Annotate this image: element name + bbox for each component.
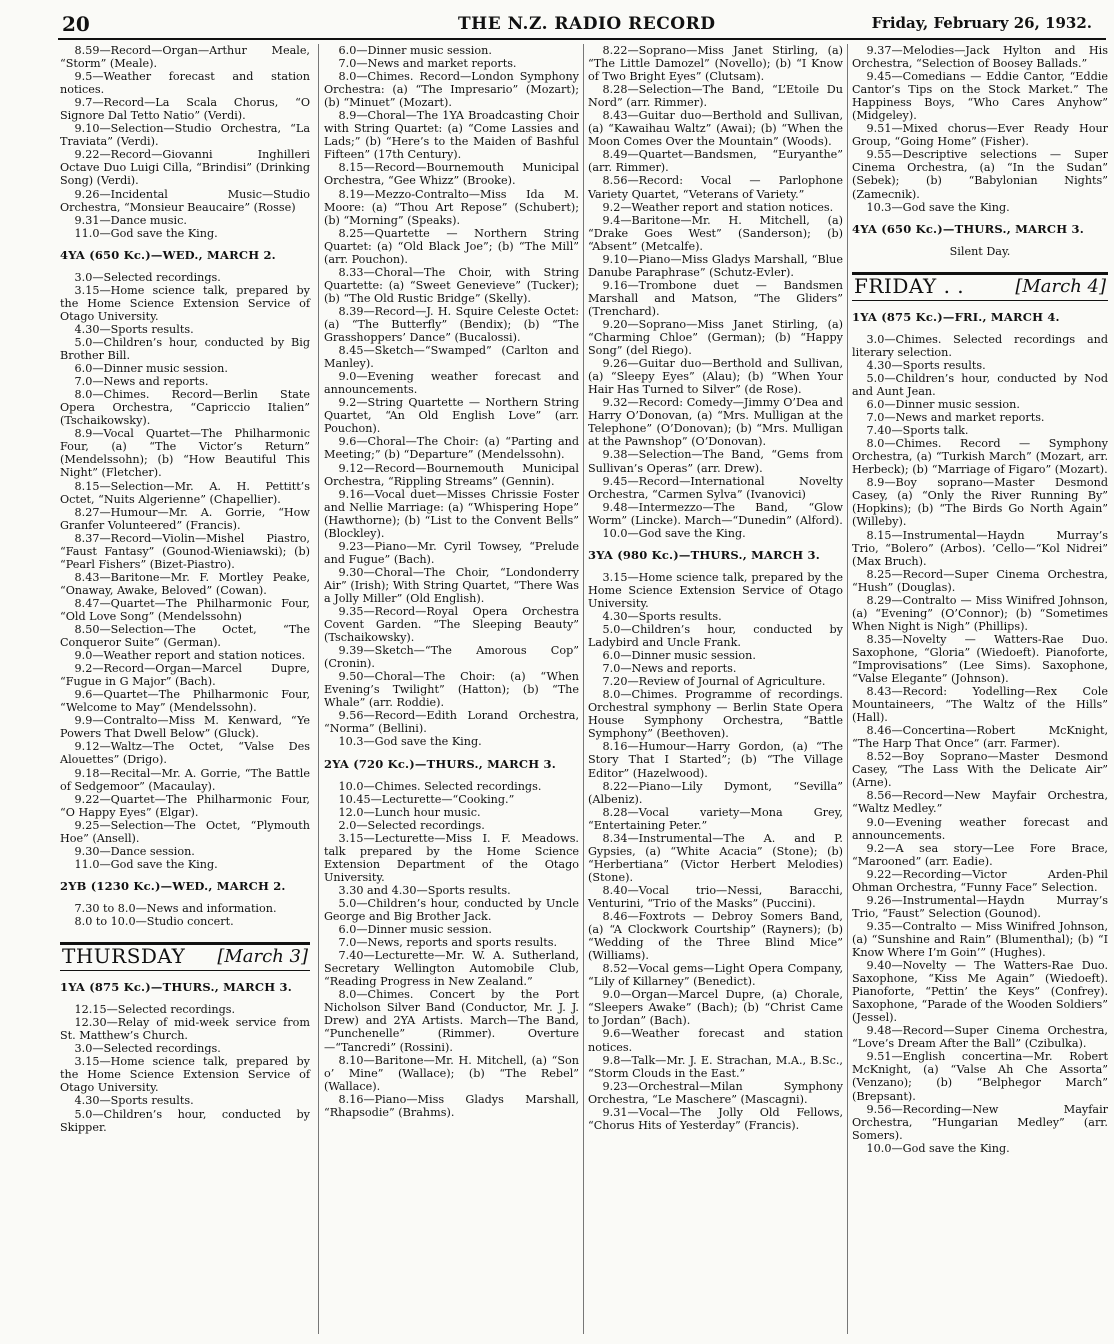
programme-item: 2.0—Selected recordings. — [338, 818, 485, 832]
programme-item: 9.45—Record—International Novelty Orchestra, “Carmen Sylva” (Ivanovici) — [588, 474, 843, 501]
programme-item: 11.0—God save the King. — [74, 226, 218, 240]
day-banner-friday — [852, 272, 1108, 301]
programme-item: 9.25—Selection—The Octet, “Plymouth Hoe” (Ansell). — [60, 818, 310, 845]
programme-item: 8.16—Humour—Harry Gordon, (a) “The Story That I Started”; (b) “The Village Editor” (Hazelwood). — [588, 740, 843, 780]
programme-item: 12.30—Relay of mid-week service from St. Matthew’s Church. — [60, 1016, 310, 1043]
programme-item: 8.50—Selection—The Octet, “The Conqueror Suite” (German). — [60, 623, 310, 650]
programme-item: 5.0—Children’s hour, conducted by Ladybird and Uncle Frank. — [588, 623, 843, 650]
station-heading: 2YA (720 Kc.)—THURS., MARCH 3. — [324, 756, 556, 771]
programme-item: 5.0—Children’s hour, conducted by Nod and Aunt Jean. — [852, 371, 1108, 398]
programme-item: 8.0 to 10.0—Studio concert. — [74, 915, 234, 928]
programme-item: 7.40—Lecturette—Mr. W. A. Sutherland, Secretary Wellington Automobile Club, “Reading Progress in New Zealand.” — [324, 949, 579, 989]
column-2 — [324, 44, 579, 1119]
programme-list — [852, 44, 1108, 214]
programme-item: 8.29—Contralto — Miss Winifred Johnson, (a) “Evening” (O’Connor); (b) “Sometimes When Night is Nigh” (Phillips). — [852, 593, 1108, 633]
programme-item: 9.0—Organ—Marcel Dupre, (a) Chorale, “Sleepers Awake” (Bach); (b) “Christ Came to Jordan” (Bach). — [588, 988, 843, 1028]
programme-item: 8.52—Boy Soprano—Master Desmond Casey, “The Lass With the Delicate Air” (Arne). — [852, 750, 1108, 790]
programme-item: 7.20—Review of Journal of Agriculture. — [602, 675, 826, 689]
programme-item: 9.0—Weather report and station notices. — [74, 649, 306, 663]
programme-item: 9.18—Recital—Mr. A. Gorrie, “The Battle of Sedgemoor” (Macaulay). — [60, 766, 310, 793]
programme-item: 8.27—Humour—Mr. A. Gorrie, “How Granfer Volunteered” (Francis). — [60, 505, 310, 532]
programme-item: 8.47—Quartet—The Philharmonic Four, “Old Love Song” (Mendelssohn) — [60, 596, 310, 623]
station-heading: 3YA (980 Kc.)—THURS., MARCH 3. — [588, 547, 820, 562]
programme-item: 3.0—Selected recordings. — [74, 270, 221, 284]
programme-item: 8.59—Record—Organ—Arthur Meale, “Storm” (Meale). — [60, 44, 310, 71]
programme-list — [60, 44, 310, 240]
programme-item: 8.49—Quartet—Bandsmen, “Euryanthe” (arr. Rimmer). — [588, 148, 843, 175]
programme-item: 9.30—Dance session. — [74, 844, 195, 858]
programme-list — [588, 44, 843, 540]
programme-list — [324, 780, 579, 1119]
column-1 — [60, 44, 310, 1134]
programme-item: 9.48—Intermezzo—The Band, “Glow Worm” (Lincke). March—“Dunedin” (Alford). — [588, 500, 843, 527]
programme-item: 9.35—Contralto — Miss Winifred Johnson, (a) “Sunshine and Rain” (Blumenthal); (b) “I Know Where I’m Goin’” (Hughes). — [852, 919, 1108, 959]
day-date: [March 3] — [217, 946, 308, 968]
programme-item: 8.33—Choral—The Choir, with String Quartette: (a) “Sweet Genevieve” (Tucker); (b) “The Old Rustic Bridge” (Skelly). — [324, 265, 579, 305]
programme-item: 10.45—Lecturette—“Cooking.” — [338, 792, 515, 806]
programme-item: 8.9—Choral—The 1YA Broadcasting Choir with String Quartet: (a) “Come Lassies and Lads;” (b) “Here’s to the Maiden of Bashful Fifteen” (17th Century). — [324, 109, 579, 162]
programme-item: 9.50—Choral—The Choir: (a) “When Evening’s Twilight” (Hatton); (b) “The Whale” (arr. Roddie). — [324, 670, 579, 710]
programme-item: 8.34—Instrumental—The A. and P. Gypsies, (a) “White Acacia” (Stone); (b) “Herbertiana” (Victor Herbert Melodies) (Stone). — [588, 831, 843, 884]
programme-item: 9.48—Record—Super Cinema Orchestra, “Love’s Dream After the Ball” (Czibulka). — [852, 1024, 1108, 1051]
programme-item: 9.56—Recording—New Mayfair Orchestra, “Hungarian Medley” (arr. Somers). — [852, 1102, 1108, 1142]
programme-item: 6.0—Dinner music session. — [602, 649, 756, 663]
programme-item: 9.2—Record—Organ—Marcel Dupre, “Fugue in G Major” (Bach). — [60, 662, 310, 689]
header-rule — [58, 38, 1106, 40]
programme-item: 8.19—Mezzo-Contralto—Miss Ida M. Moore: (a) “Thou Art Repose” (Schubert); (b) “Morning” (Speaks). — [324, 187, 579, 227]
programme-item: 9.2—String Quartette — Northern String Quartet, “An Old English Love” (arr. Pouchon). — [324, 396, 579, 436]
publication-title: THE N.Z. RADIO RECORD — [458, 14, 716, 34]
programme-item: 7.0—News and market reports. — [338, 57, 517, 71]
programme-item: 7.30 to 8.0—News and information. — [74, 901, 277, 915]
programme-item: 9.5—Weather forecast and station notices. — [60, 70, 310, 97]
programme-item: 11.0—God save the King. — [74, 857, 218, 871]
station-heading: 4YA (650 Kc.)—THURS., MARCH 3. — [852, 221, 1084, 236]
programme-item: 9.51—English concertina—Mr. Robert McKnight, (a) “Valse Ah Che Assorta” (Venzano); (b) “Belphegor March” (Brepsant). — [852, 1050, 1108, 1103]
programme-item: 9.12—Record—Bournemouth Municipal Orchestra, “Rippling Streams” (Gennin). — [324, 461, 579, 488]
programme-item: 9.22—Record—Giovanni Inghilleri Octave Duo Luigi Cilla, “Brindisi” (Drinking Song) (Verdi). — [60, 148, 310, 188]
programme-item: 9.12—Waltz—The Octet, “Valse Des Alouettes” (Drigo). — [60, 740, 310, 767]
programme-item: 8.15—Record—Bournemouth Municipal Orchestra, “Gee Whizz” (Brooke). — [324, 161, 579, 188]
programme-item: 9.26—Instrumental—Haydn Murray’s Trio, “Faust” Selection (Gounod). — [852, 893, 1108, 920]
programme-item: 7.40—Sports talk. — [866, 424, 969, 438]
programme-item: 5.0—Children’s hour, conducted by Big Brother Bill. — [60, 335, 310, 363]
programme-item: 3.30 and 4.30—Sports results. — [338, 883, 511, 897]
programme-item: 9.32—Record: Comedy—Jimmy O’Dea and Harry O’Donovan, (a) “Mrs. Mulligan at the Telephone” (O’Donovan); (b) “Mrs. Mulligan at the Pawnshop” (O’Donovan). — [588, 396, 843, 449]
programme-item: 8.22—Soprano—Miss Janet Stirling, (a) “The Little Damozel” (Novello); (b) “I Know of Two Bright Eyes” (Clutsam). — [588, 44, 843, 84]
programme-item: 9.20—Soprano—Miss Janet Stirling, (a) “Charming Chloe” (German); (b) “Happy Song” (del Riego). — [588, 317, 843, 358]
programme-item: 9.31—Vocal—The Jolly Old Fellows, “Chorus Hits of Yesterday” (Francis). — [588, 1105, 843, 1132]
programme-item: 9.56—Record—Edith Lorand Orchestra, “Norma” (Bellini). — [324, 709, 579, 736]
programme-item: 9.39—Sketch—“The Amorous Cop” (Cronin). — [324, 644, 579, 671]
programme-item: 6.0—Dinner music session. — [338, 44, 492, 57]
programme-item: 9.45—Comedians — Eddie Cantor, “Eddie Cantor’s Tips on the Stock Market.” The Happiness Boys, “Who Cares Anyhow” (Midgeley). — [852, 70, 1108, 123]
programme-item: 9.7—Record—La Scala Chorus, “O Signore Dal Tetto Natio” (Verdi). — [60, 96, 310, 123]
programme-item: 8.28—Vocal variety—Mona Grey, “Entertaining Peter.” — [588, 805, 843, 832]
programme-item: 10.0—Chimes. Selected recordings. — [338, 779, 542, 793]
programme-item: 9.22—Quartet—The Philharmonic Four, “O Happy Eyes” (Elgar). — [60, 792, 310, 819]
programme-item: 8.56—Record: Vocal — Parlophone Variety Quartet, “Veterans of Variety.” — [588, 174, 843, 201]
programme-item: 8.40—Vocal trio—Nessi, Baracchi, Venturini, “Trio of the Masks” (Puccini). — [588, 883, 843, 910]
column-3 — [588, 44, 843, 1132]
programme-item: 9.0—Evening weather forecast and announcements. — [852, 815, 1108, 842]
programme-item: 4.30—Sports results. — [74, 322, 194, 336]
programme-item: 9.2—A sea story—Lee Fore Brace, “Marooned” (arr. Eadie). — [852, 841, 1108, 868]
programme-list — [60, 1003, 310, 1133]
programme-item: 6.0—Dinner music session. — [74, 362, 228, 376]
programme-item: 12.0—Lunch hour music. — [338, 805, 481, 819]
programme-item: 9.51—Mixed chorus—Ever Ready Hour Group, “Going Home” (Fisher). — [852, 122, 1108, 149]
programme-item: 8.37—Record—Violin—Mishel Piastro, “Faust Fantasy” (Gounod-Wieniawski); (b) “Pearl Fishers” (Bizet-Piastro). — [60, 531, 310, 571]
programme-item: 9.35—Record—Royal Opera Orchestra Covent Garden. “The Sleeping Beauty” (Tschaikowsky). — [324, 605, 579, 645]
programme-item: 8.0—Chimes. Record—Berlin State Opera Orchestra, “Capriccio Italien” (Tschaikowsky). — [60, 388, 310, 428]
column-4 — [852, 44, 1108, 1155]
silent-day-note: Silent Day. — [949, 244, 1011, 258]
programme-item: 8.28—Selection—The Band, “L’Etoile Du Nord” (arr. Rimmer). — [588, 83, 843, 110]
programme-item: 10.3—God save the King. — [866, 200, 1010, 214]
programme-item: 9.6—Weather forecast and station notices. — [588, 1027, 843, 1054]
programme-list — [852, 333, 1108, 1155]
station-heading: 1YA (875 Kc.)—THURS., MARCH 3. — [60, 980, 292, 995]
programme-item: 8.10—Baritone—Mr. H. Mitchell, (a) “Son o’ Mine” (Wallace); (b) “The Rebel” (Wallace). — [324, 1053, 579, 1093]
programme-item: 9.23—Orchestral—Milan Symphony Orchestra, “Le Maschere” (Mascagni). — [588, 1079, 843, 1106]
programme-item: 9.37—Melodies—Jack Hylton and His Orchestra, “Selection of Boosey Ballads.” — [852, 44, 1108, 71]
programme-item: 8.22—Piano—Lily Dymont, “Sevilla” (Albeniz). — [588, 779, 843, 806]
programme-list — [60, 271, 310, 871]
programme-item: 3.15—Home science talk, prepared by the Home Science Extension Service of Otago University. — [588, 570, 843, 610]
programme-item: 8.16—Piano—Miss Gladys Marshall, “Rhapsodie” (Brahms). — [324, 1092, 579, 1119]
programme-list — [324, 44, 579, 749]
programme-item: 9.40—Novelty — The Watters-Rae Duo. Saxophone, “Kiss Me Again” (Wiedoeft). Pianoforte, “Pettin’ the Keys” (Confrey). Saxophone, “Parade of the Wooden Soldiers” (Jessel). — [852, 959, 1108, 1025]
programme-item: 9.26—Incidental Music—Studio Orchestra, “Monsieur Beaucaire” (Rosse) — [60, 187, 310, 214]
programme-item: 6.0—Dinner music session. — [338, 923, 492, 937]
day-name: THURSDAY — [62, 944, 186, 969]
programme-item: 4.30—Sports results. — [602, 609, 722, 623]
programme-item: 9.38—Selection—The Band, “Gems from Sullivan’s Operas” (arr. Drew). — [588, 448, 843, 475]
day-name: FRIDAY . . — [854, 273, 965, 298]
station-heading: 1YA (875 Kc.)—FRI., MARCH 4. — [852, 309, 1060, 324]
day-banner-thursday — [60, 942, 310, 971]
programme-item: 9.16—Trombone duet — Bandsmen Marshall and Matson, “The Gliders” (Trenchard). — [588, 278, 843, 318]
programme-item: 8.25—Record—Super Cinema Orchestra, “Hush” (Douglas). — [852, 567, 1108, 594]
programme-item: 9.0—Evening weather forecast and announcements. — [324, 370, 579, 397]
programme-item: 4.30—Sports results. — [866, 358, 986, 372]
programme-item: 3.0—Selected recordings. — [74, 1042, 221, 1056]
programme-item: 6.0—Dinner music session. — [866, 398, 1020, 412]
programme-item: 8.15—Instrumental—Haydn Murray’s Trio, “Bolero” (Arbos). ’Cello—“Kol Nidrei” (Max Bruch). — [852, 528, 1108, 568]
programme-item: 5.0—Children’s hour, conducted by Uncle George and Big Brother Jack. — [324, 897, 579, 924]
programme-item: 9.10—Piano—Miss Gladys Marshall, “Blue Danube Paraphrase” (Schutz-Evler). — [588, 252, 843, 279]
programme-item: 4.30—Sports results. — [74, 1094, 194, 1108]
programme-item: 8.0—Chimes. Record — Symphony Orchestra, (a) “Turkish March” (Mozart, arr. Herbeck); (b) “Marriage of Figaro” (Mozart). — [852, 437, 1108, 477]
programme-item: 12.15—Selected recordings. — [74, 1003, 236, 1017]
programme-item: 9.4—Baritone—Mr. H. Mitchell, (a) “Drake Goes West” (Sanderson); (b) “Absent” (Metcalfe). — [588, 213, 843, 253]
programme-item: 9.6—Choral—The Choir: (a) “Parting and Meeting;” (b) “Departure” (Mendelssohn). — [324, 435, 579, 462]
programme-item: 9.2—Weather report and station notices. — [602, 200, 834, 214]
programme-item: 8.0—Chimes. Programme of recordings. Orchestral symphony — Berlin State Opera House Symphony Orchestra, “Battle Symphony” (Beethoven). — [588, 688, 843, 741]
day-date: [March 4] — [1015, 275, 1106, 297]
programme-item: 8.15—Selection—Mr. A. H. Pettitt’s Octet, “Nuits Algerienne” (Chapellier). — [60, 479, 310, 506]
programme-item: 9.26—Guitar duo—Berthold and Sullivan, (a) “Sleepy Eyes” (Alau); (b) “When Your Hair Has Turned to Silver” (de Rose). — [588, 357, 843, 397]
programme-item: 9.55—Descriptive selections — Super Cinema Orchestra, (a) “In the Sudan” (Sebek); (b) “Babylonian Nights” (Zamecnik). — [852, 148, 1108, 201]
column-divider — [318, 44, 319, 1334]
programme-item: 10.0—God save the King. — [866, 1141, 1010, 1155]
station-heading: 4YA (650 Kc.)—WED., MARCH 2. — [60, 247, 276, 262]
column-divider — [583, 44, 584, 1334]
programme-item: 10.0—God save the King. — [602, 526, 746, 540]
programme-item: 9.9—Contralto—Miss M. Kenward, “Ye Powers That Dwell Below” (Gluck). — [60, 714, 310, 741]
programme-item: 9.6—Quartet—The Philharmonic Four, “Welcome to May” (Mendelssohn). — [60, 688, 310, 715]
programme-item: 5.0—Children’s hour, conducted by Skipper. — [60, 1107, 310, 1134]
programme-item: 9.30—Choral—The Choir, “Londonderry Air” (Irish); With String Quartet, “There Was a Jolly Miller” (Old English). — [324, 565, 579, 605]
programme-list — [588, 571, 843, 1132]
programme-item: 8.25—Quartette — Northern String Quartet: (a) “Old Black Joe”; (b) “The Mill” (arr. Pouchon). — [324, 226, 579, 266]
programme-item: 8.45—Sketch—“Swamped” (Carlton and Manley). — [324, 344, 579, 371]
programme-item: 9.31—Dance music. — [74, 213, 187, 227]
programme-item: 9.23—Piano—Mr. Cyril Towsey, “Prelude and Fugue” (Bach). — [324, 539, 579, 566]
programme-item: 8.43—Baritone—Mr. F. Mortley Peake, “Onaway, Awake, Beloved” (Cowan). — [60, 570, 310, 597]
programme-item: 8.46—Concertina—Robert McKnight, “The Harp That Once” (arr. Farmer). — [852, 724, 1108, 751]
programme-item: 7.0—News and market reports. — [866, 411, 1045, 425]
programme-item: 9.16—Vocal duet—Misses Chrissie Foster and Nellie Marriage: (a) “Whispering Hope” (Hawthorne); (b) “List to the Convent Bells” (Blockley). — [324, 487, 579, 540]
page-number: 20 — [62, 12, 90, 36]
programme-item: 8.56—Record—New Mayfair Orchestra, “Waltz Medley.” — [852, 789, 1108, 816]
programme-item: 8.9—Vocal Quartet—The Philharmonic Four, (a) “The Victor’s Return” (Mendelssohn); (b) “How Beautiful This Night” (Fletcher). — [60, 427, 310, 480]
programme-item: 8.9—Boy soprano—Master Desmond Casey, (a) “Only the River Running By” (Hopkins); (b) “The Birds Go North Again” (Willeby). — [852, 476, 1108, 529]
programme-item: 8.43—Record: Yodelling—Rex Cole Mountaineers, “The Waltz of the Hills” (Hall). — [852, 685, 1108, 725]
programme-item: 7.0—News and reports. — [602, 662, 737, 676]
programme-list — [60, 902, 310, 928]
programme-item: 3.15—Lecturette—Miss I. F. Meadows. talk prepared by the Home Science Extension Department of the Otago University. — [324, 831, 579, 884]
station-heading: 2YB (1230 Kc.)—WED., MARCH 2. — [60, 878, 286, 893]
programme-item: 8.43—Guitar duo—Berthold and Sullivan, (a) “Kawaihau Waltz” (Awai); (b) “When the Moon Comes Over the Mountain” (Woods). — [588, 109, 843, 149]
programme-item: 9.10—Selection—Studio Orchestra, “La Traviata” (Verdi). — [60, 122, 310, 149]
programme-item: 3.15—Home science talk, prepared by the Home Science Extension Service of Otago University. — [60, 1055, 310, 1095]
programme-item: 8.0—Chimes. Record—London Symphony Orchestra: (a) “The Impresario” (Mozart); (b) “Minuet” (Mozart). — [324, 70, 579, 110]
page-header — [58, 6, 1106, 36]
programme-item: 3.0—Chimes. Selected recordings and literary selection. — [852, 332, 1108, 359]
programme-item: 9.8—Talk—Mr. J. E. Strachan, M.A., B.Sc., “Storm Clouds in the East.” — [588, 1053, 843, 1080]
programme-item: 9.22—Recording—Victor Arden-Phil Ohman Orchestra, “Funny Face” Selection. — [852, 867, 1108, 894]
programme-item: 7.0—News, reports and sports results. — [338, 936, 558, 950]
programme-item: 3.15—Home science talk, prepared by the Home Science Extension Service of Otago University. — [60, 283, 310, 323]
programme-item: 8.46—Foxtrots — Debroy Somers Band, (a) “A Clockwork Courtship” (Rayners); (b) “Wedding of the Three Blind Mice” (Williams). — [588, 910, 843, 963]
column-divider — [847, 44, 848, 1334]
programme-item: 8.52—Vocal gems—Light Opera Company, “Lily of Killarney” (Benedict). — [588, 962, 843, 989]
programme-item: 7.0—News and reports. — [74, 375, 209, 389]
programme-item: 10.3—God save the King. — [338, 735, 482, 749]
programme-item: 8.39—Record—J. H. Squire Celeste Octet: (a) “The Butterfly” (Bendix); (b) “The Grasshoppers’ Dance” (Bucalossi). — [324, 304, 579, 345]
programme-item: 8.35—Novelty — Watters-Rae Duo. Saxophone, “Gloria” (Wiedoeft). Pianoforte, “Improvisations” (Lee Sims). Saxophone, “Valse Elegante” (Johnson). — [852, 632, 1108, 686]
programme-item: 8.0—Chimes. Concert by the Port Nicholson Silver Band (Conductor, Mr. J. J. Drew) and 2YA Artists. March—The Band, “Punchenelle” (Rimmer). Overture—“Tancredi” (Rossini). — [324, 988, 579, 1054]
issue-date: Friday, February 26, 1932. — [871, 14, 1092, 32]
